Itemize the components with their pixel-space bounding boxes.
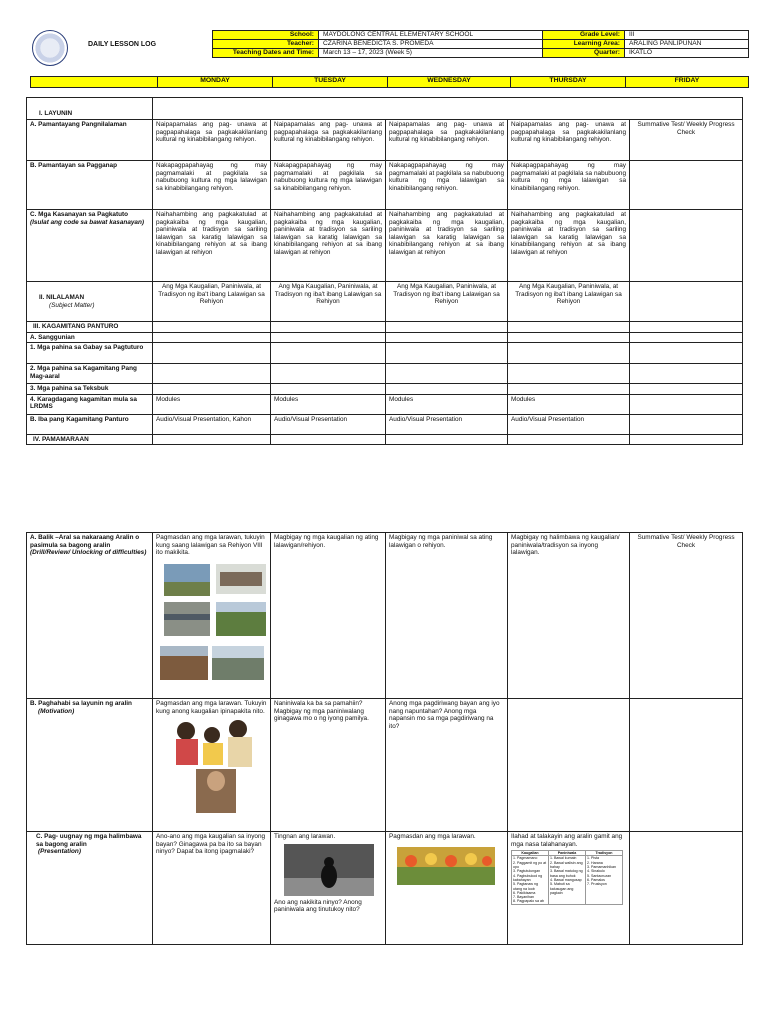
pamamaraan-heading: IV. PAMAMARAAN xyxy=(27,434,153,445)
blank-cell xyxy=(508,343,630,364)
cell-wednesday: Nakapagpapahayag ng may pagmamalaki at pagkilala sa nabubuong kultura ng mga lalawigan sa kinabibilangang rehiyon. xyxy=(386,161,508,210)
mini-item: 8. Pagpapalo sa ab xyxy=(513,899,544,904)
day-wednesday: WEDNESDAY xyxy=(388,77,511,88)
cell-tuesday xyxy=(271,832,386,945)
mini-item: 5. Pagtanaw ng utang na loob xyxy=(513,882,538,891)
festival-photo xyxy=(397,847,495,885)
blank-cell xyxy=(508,434,630,445)
cell-thursday: Naihahambing ang pagkakatulad at pagkakaiba ng mga kaugalian, paniniwala at tradisyon sa sariling lalawigan sa karatig lalawigan sa kinabibilangang rehiyon at sa ibang lalawigan at rehiyon xyxy=(508,210,630,282)
cell-wednesday: Audio/Visual Presentation xyxy=(386,414,508,434)
cell-friday: Summative Test/ Weekly Progress Check xyxy=(630,120,743,161)
blank-cell xyxy=(153,322,271,333)
cell-monday: Naipapamalas ang pag- unawa at pagpapahalaga sa pagkakakilanlang kultural ng kinabibilangang rehiyon. xyxy=(153,120,271,161)
mini-item: 2. Harana xyxy=(587,860,603,865)
cell-thursday: Magbigay ng halimbawa ng kaugalian/ paniniwala/tradisyon sa inyong lalawigan. xyxy=(508,533,630,699)
cell-friday xyxy=(630,161,743,210)
blank-cell xyxy=(630,332,743,343)
paghahabi-monday-text: Pagmasdan ang mga larawan. Tukuyin kung anong kaugalian ipinapakita nito. xyxy=(156,700,267,715)
mini-item: 1. Pagmamano xyxy=(513,856,538,861)
blank-cell xyxy=(508,322,630,333)
cell-tuesday: Nakapagpapahayag ng may pagmamalaki at pagkilala sa nabubuong kultura ng mga lalawigan sa kinabibilangang rehiyon. xyxy=(271,161,386,210)
blank-cell xyxy=(630,434,743,445)
paghahabi-sublabel: (Motivation) xyxy=(38,707,75,715)
kasanayan-label: C. Mga Kasanayan sa Pagkatuto xyxy=(30,211,129,218)
row-label-iba-pang-kagamitan: B. Iba pang Kagamitang Panturo xyxy=(27,414,153,434)
blank-cell xyxy=(153,332,271,343)
cell-wednesday: Ang Mga Kaugalian, Paniniwala, at Tradisyon ng iba't ibang Lalawigan sa Rehiyon xyxy=(386,282,508,322)
cell-thursday: Modules xyxy=(508,394,630,414)
blank-cell xyxy=(153,434,271,445)
cell-monday xyxy=(153,699,271,832)
header-info-table xyxy=(212,30,749,58)
blank-cell xyxy=(271,434,386,445)
nilalaman-sublabel: (Subject Matter) xyxy=(49,301,95,309)
cell-thursday: Naipapamalas ang pag- unawa at pagpapahalaga sa pagkakakilanlang kultural ng kinabibilangang rehiyon. xyxy=(508,120,630,161)
blank-cell xyxy=(271,343,386,364)
day-monday: MONDAY xyxy=(158,77,273,88)
mini-header: Paniniwala xyxy=(549,851,586,856)
cell-monday: Modules xyxy=(153,394,271,414)
blank-cell xyxy=(630,384,743,395)
cell-wednesday: Anong mga pagdiriwang bayan ang iyo nang napuntahan? Anong mga napansin mo sa mga pagdiriwang na ito? xyxy=(386,699,508,832)
deped-seal-logo xyxy=(32,30,68,66)
cell-tuesday: Naipapamalas ang pag- unawa at pagpapahalaga sa pagkakakilanlang kultural ng kinabibilangang rehiyon. xyxy=(271,120,386,161)
teacher-value: CZARINA BENEDICTA S. PROMEDA xyxy=(319,40,543,49)
cell-monday: Naihahambing ang pagkakatulad at pagkakaiba ng mga kaugalian, paniniwala at tradisyon sa sariling lalawigan sa karatig lalawigan sa kinabibilangang rehiyon at sa ibang lalawigan at rehiyon xyxy=(153,210,271,282)
blank-cell xyxy=(630,322,743,333)
mini-item: 5. Santacruzan xyxy=(587,873,612,878)
blank-cell xyxy=(630,364,743,384)
mini-item: 1. Pista xyxy=(587,856,599,861)
row-label-gabay: 1. Mga pahina sa Gabay sa Pagtuturo xyxy=(27,343,153,364)
blank-cell xyxy=(386,343,508,364)
cell-tuesday: Ang Mga Kaugalian, Paniniwala, at Tradisyon ng iba't ibang Lalawigan sa Rehiyon xyxy=(271,282,386,322)
layunin-heading-blank xyxy=(153,98,743,120)
blank-cell xyxy=(508,364,630,384)
cell-friday xyxy=(630,394,743,414)
row-label-pag-uugnay xyxy=(27,832,153,945)
day-friday: FRIDAY xyxy=(626,77,749,88)
teacher-label: Teacher: xyxy=(213,40,319,49)
grade-label: Grade Level: xyxy=(543,31,625,40)
quarter-label: Quarter: xyxy=(543,49,625,58)
blank-cell xyxy=(153,343,271,364)
cell-wednesday: Naipapamalas ang pag- unawa at pagpapahalaga sa pagkakakilanlang kultural ng kinabibilangang rehiyon. xyxy=(386,120,508,161)
lesson-table-procedure xyxy=(26,532,743,945)
cell-wednesday: Magbigay ng mga paniniwal sa ating lalawigan o rehiyon. xyxy=(386,533,508,699)
mini-item: 4. Pagbubukod ng kabahayan xyxy=(513,873,543,882)
mini-header: Tradisyon xyxy=(586,851,623,856)
cell-thursday xyxy=(508,699,630,832)
black-cat-photo xyxy=(284,844,374,896)
mini-item: 3. Pagtutulungan xyxy=(513,869,541,874)
cell-tuesday: Naihahambing ang pagkakatulad at pagkakaiba ng mga kaugalian, paniniwala at tradisyon sa sariling lalawigan sa karatig lalawigan sa kinabibilangang rehiyon at sa ibang lalawigan at rehiyon xyxy=(271,210,386,282)
blank-cell xyxy=(386,434,508,445)
row-label-kasanayan xyxy=(27,210,153,282)
blank-cell xyxy=(271,384,386,395)
row-label-pamantayan-sa-pagganap: B. Pamantayan sa Pagganap xyxy=(27,161,153,210)
cell-friday xyxy=(630,282,743,322)
day-tuesday: TUESDAY xyxy=(273,77,388,88)
cell-tuesday: Naniniwala ka ba sa pamahiin? Magbigay ng mga paniniwalang ginagawa mo o ng iyong pamilya. xyxy=(271,699,386,832)
mini-item: 2. Paggamit ng po at opo xyxy=(513,860,547,870)
pag-uugnay-sublabel: (Presentation) xyxy=(38,848,81,856)
cell-friday: Summative Test/ Weekly Progress Check xyxy=(630,533,743,699)
lesson-table-top xyxy=(26,97,743,445)
quarter-value: IKATLO xyxy=(625,49,749,58)
blank-cell xyxy=(386,384,508,395)
cell-friday xyxy=(630,414,743,434)
pagmamano-illustration xyxy=(156,717,268,817)
cell-thursday xyxy=(508,832,630,945)
blank-cell xyxy=(271,332,386,343)
mini-item: 4. Bawal mangusap xyxy=(550,877,582,882)
mini-item: 6. Pamalos xyxy=(587,877,605,882)
blank-cell xyxy=(386,364,508,384)
blank-cell xyxy=(153,384,271,395)
area-value: ARALING PANLIPUNAN xyxy=(625,40,749,49)
cell-monday: Ano-ano ang mga kaugalian sa inyong bayan? Ginagawa pa ba ito sa bayan ninyo? Dapat ba itong ipagmalaki? xyxy=(153,832,271,945)
row-label-sanggunian: A. Sanggunian xyxy=(27,332,153,343)
kagamitan-heading: III. KAGAMITANG PANTURO xyxy=(27,322,153,333)
pag-uugnay-tuesday-bottom: Ano ang nakikita ninyo? Anong paniniwala ang tinutukoy nito? xyxy=(274,898,362,914)
cell-thursday: Ang Mga Kaugalian, Paniniwala, at Tradisyon ng iba't ibang Lalawigan sa Rehiyon xyxy=(508,282,630,322)
blank-cell xyxy=(386,332,508,343)
mini-item: 3. Pamamanhikan xyxy=(587,865,616,870)
cell-thursday: Nakapagpapahayag ng may pagmamalaki at pagkilala sa nabubuong kultura ng mga lalawigan sa kinabibilangang rehiyon. xyxy=(508,161,630,210)
mini-item: 7. Bayanihan xyxy=(513,895,534,900)
province-photos-collage xyxy=(156,560,268,686)
cell-monday: Ang Mga Kaugalian, Paniniwala, at Tradisyon ng iba't ibang Lalawigan sa Rehiyon xyxy=(153,282,271,322)
pag-uugnay-tuesday-top: Tingnan ang larawan. xyxy=(274,833,336,840)
layunin-heading: I. LAYUNIN xyxy=(27,98,153,120)
cell-tuesday: Magbigay ng mga kaugalian ng ating lalawigan/rehiyon. xyxy=(271,533,386,699)
mini-item: 1. Bawal kumain xyxy=(550,856,577,861)
dates-label: Teaching Dates and Time: xyxy=(213,49,319,58)
row-label-kagamitang-mag-aaral: 2. Mga pahina sa Kagamitang Pang Mag-aaral xyxy=(27,364,153,384)
row-label-nilalaman xyxy=(27,282,153,322)
paghahabi-label: B. Paghahabi sa layunin ng aralin xyxy=(30,700,132,707)
mini-col-tradisyon xyxy=(586,856,623,904)
row-label-pamantayang-pangnilalaman: A. Pamantayang Pangnilalaman xyxy=(27,120,153,161)
days-header-blank xyxy=(31,77,158,88)
cell-thursday: Audio/Visual Presentation xyxy=(508,414,630,434)
cell-wednesday: Modules xyxy=(386,394,508,414)
pag-uugnay-label: C. Pag- uugnay ng mga halimbawa sa bagong aralin xyxy=(36,833,142,848)
cell-monday: Audio/Visual Presentation, Kahon xyxy=(153,414,271,434)
mini-item: 2. Bawal walisin ang bahay xyxy=(550,860,583,870)
blank-cell xyxy=(630,343,743,364)
cell-wednesday: Naihahambing ang pagkakatulad at pagkakaiba ng mga kaugalian, paniniwala at tradisyon sa sariling lalawigan sa karatig lalawigan sa kinabibilangang rehiyon at sa ibang lalawigan at rehiyon xyxy=(386,210,508,282)
nilalaman-label: II. NILALAMAN xyxy=(39,293,85,301)
school-value: MAYDOLONG CENTRAL ELEMENTARY SCHOOL xyxy=(319,31,543,40)
days-header xyxy=(30,76,749,88)
blank-cell xyxy=(153,364,271,384)
page-title: DAILY LESSON LOG xyxy=(88,41,157,48)
mini-item: 3. Bawal matulog ng basa ang buhok xyxy=(550,869,583,878)
mini-item: 6. Pakikisama xyxy=(513,890,536,895)
balik-aral-label: A. Balik –Aral sa nakaraang Aralin o pasimula sa bagong aralin xyxy=(30,534,140,549)
row-label-lrdms: 4. Karagdagang kagamitan mula sa LRDMS xyxy=(27,394,153,414)
cell-tuesday: Audio/Visual Presentation xyxy=(271,414,386,434)
cell-friday xyxy=(630,832,743,945)
row-label-balik-aral xyxy=(27,533,153,699)
blank-cell xyxy=(508,384,630,395)
mini-col-paniniwala xyxy=(549,856,586,904)
kasanayan-sublabel: (Isulat ang code sa bawat kasanayan) xyxy=(30,218,145,226)
day-thursday: THURSDAY xyxy=(511,77,626,88)
dates-value: March 13 – 17, 2023 (Week 5) xyxy=(319,49,543,58)
balik-aral-monday-text: Pagmasdan ang mga larawan, tukuyin kung saang lalawigan sa Rehiyon VIII ito makikita. xyxy=(156,534,265,557)
cell-tuesday: Modules xyxy=(271,394,386,414)
area-label: Learning Area: xyxy=(543,40,625,49)
mini-col-kaugalian xyxy=(512,856,549,904)
mini-item: 7. Prusisyon xyxy=(587,882,607,887)
mini-header: Kaugalian xyxy=(512,851,549,856)
cell-wednesday xyxy=(386,832,508,945)
mini-item: 4. Sinakulo xyxy=(587,869,605,874)
kaugalian-paniniwala-tradisyon-table xyxy=(511,850,623,905)
cell-monday xyxy=(153,533,271,699)
row-label-paghahabi xyxy=(27,699,153,832)
school-label: School: xyxy=(213,31,319,40)
grade-value: III xyxy=(625,31,749,40)
blank-cell xyxy=(386,322,508,333)
cell-monday: Nakapagpapahayag ng may pagmamalaki at pagkilala sa nabubuong kultura ng mga lalawigan sa kinabibilangang rehiyon. xyxy=(153,161,271,210)
row-label-teksbuk: 3. Mga pahina sa Teksbuk xyxy=(27,384,153,395)
pag-uugnay-wednesday-text: Pagmasdan ang mga larawan. xyxy=(389,833,476,840)
blank-cell xyxy=(271,364,386,384)
balik-aral-sublabel: (Drill/Review/ Unlocking of difficulties) xyxy=(30,549,147,557)
cell-friday xyxy=(630,699,743,832)
blank-cell xyxy=(508,332,630,343)
pag-uugnay-thursday-text: Ilahad at talakayin ang aralin gamit ang mga nasa talahanayan. xyxy=(511,833,623,848)
blank-cell xyxy=(271,322,386,333)
mini-item: 5. Mabuti sa kalusugan ang pagkain xyxy=(550,882,574,895)
cell-friday xyxy=(630,210,743,282)
